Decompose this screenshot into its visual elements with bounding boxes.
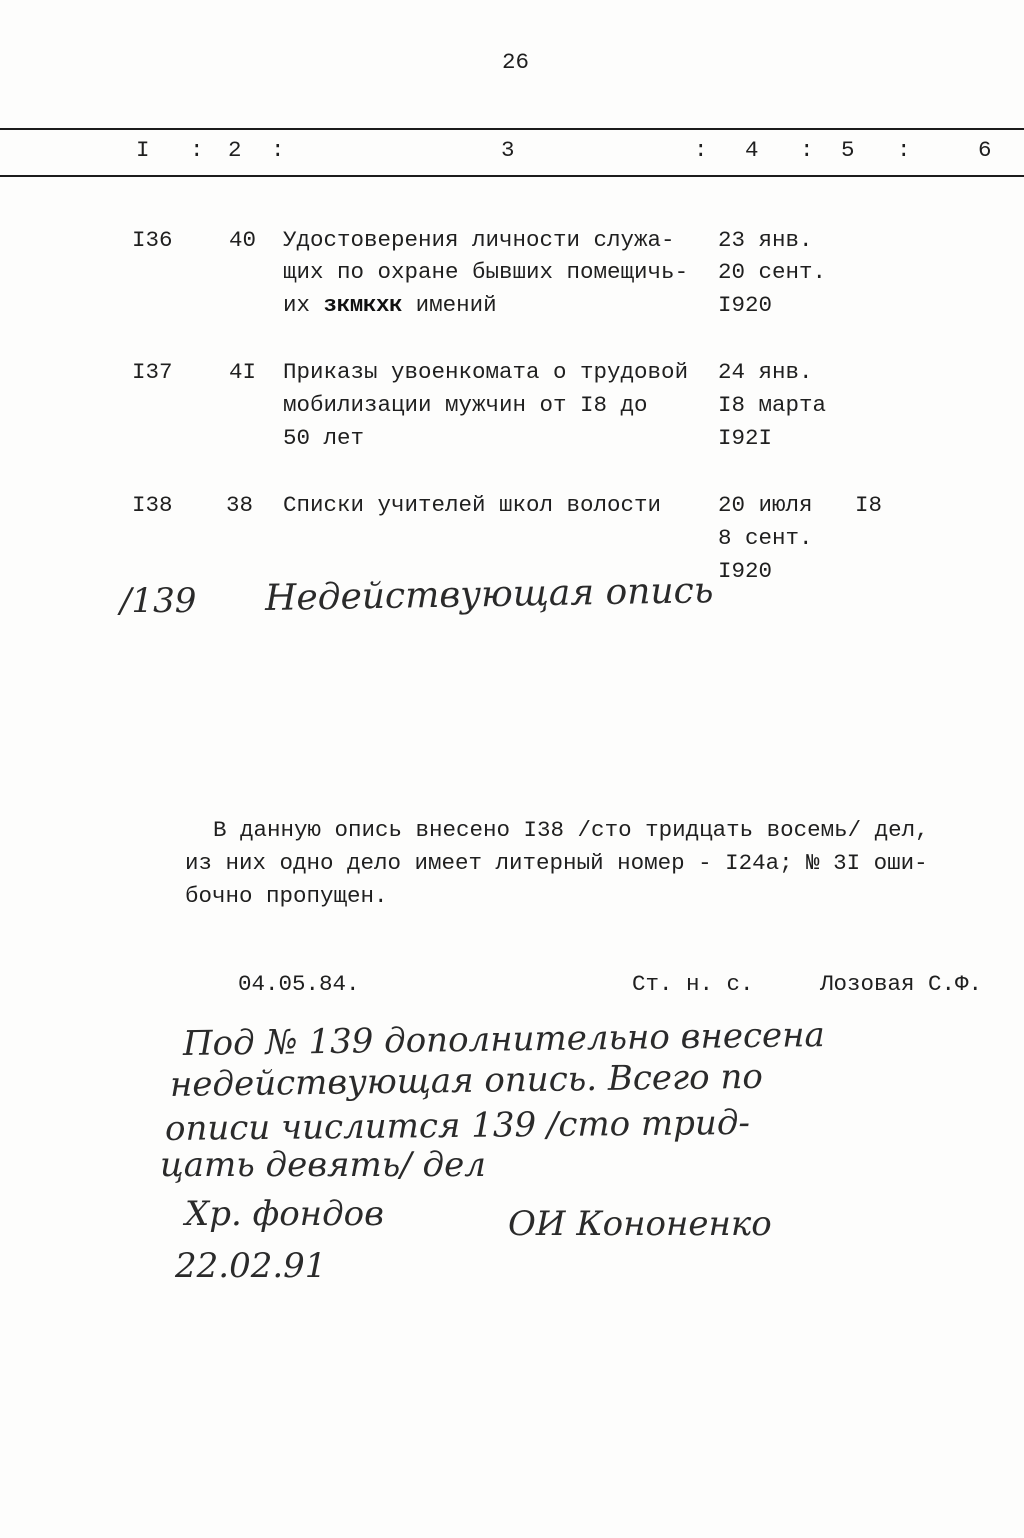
page-number: 26 xyxy=(502,49,530,75)
row-title-line: 50 лет xyxy=(283,425,365,451)
handwritten-note-line: недействующая опись. Всего по xyxy=(169,1056,764,1105)
header-top-rule xyxy=(0,128,1024,130)
column-header-1: I xyxy=(136,137,150,163)
row-title-line: Удостоверения личности служа- xyxy=(283,227,675,253)
handwritten-note-date: 22.02.91 xyxy=(175,1246,327,1286)
row-date-start: 24 янв. xyxy=(718,359,813,385)
column-separator: : xyxy=(897,137,911,163)
header-bottom-rule xyxy=(0,175,1024,177)
column-separator: : xyxy=(694,137,708,163)
row-date-end: I8 марта xyxy=(718,392,827,418)
row-prev-number: 4I xyxy=(229,359,257,385)
row-title-line: Списки учителей школ волости xyxy=(283,492,662,518)
handwritten-note-line: цать девять/ дел xyxy=(160,1145,486,1185)
column-header-3: 3 xyxy=(501,137,515,163)
row-title-line xyxy=(283,293,497,317)
column-header-2: 2 xyxy=(228,137,242,163)
handwritten-row-title: Недействующая опись xyxy=(264,570,714,619)
signature-name: Лозовая С.Ф. xyxy=(820,971,983,997)
column-separator: : xyxy=(800,137,814,163)
signature-position: Ст. н. с. xyxy=(632,971,754,997)
handwritten-note-signature: ОИ Кононенко xyxy=(508,1204,772,1244)
row-date-year: I920 xyxy=(718,558,773,584)
row-date-end: 20 сент. xyxy=(718,259,827,285)
handwritten-note-line: описи числится 139 /сто трид- xyxy=(164,1102,751,1149)
handwritten-note-role: Хр. фондов xyxy=(185,1194,384,1234)
row-title-word: их xyxy=(283,292,311,318)
row-date-start: 23 янв. xyxy=(718,227,813,253)
summary-line: В данную опись внесено I38 /сто тридцать восемь/ дел, xyxy=(213,817,929,843)
handwritten-note-line: Под № 139 дополнительно внесена xyxy=(182,1015,826,1064)
struck-out-word: зкмкхк xyxy=(323,292,403,318)
row-title-word: имений xyxy=(415,292,497,318)
summary-line: бочно пропущен. xyxy=(185,883,388,909)
row-sheet-count: I8 xyxy=(855,492,883,518)
row-date-year: I920 xyxy=(718,292,773,318)
column-separator: : xyxy=(271,137,285,163)
row-number: I38 xyxy=(132,492,173,518)
signature-date: 04.05.84. xyxy=(238,971,360,997)
row-date-end: 8 сент. xyxy=(718,525,813,551)
row-date-start: 20 июля xyxy=(718,492,813,518)
column-separator: : xyxy=(190,137,204,163)
summary-line: из них одно дело имеет литерный номер - I24а; № 3I оши- xyxy=(185,850,928,876)
row-date-year: I92I xyxy=(718,425,773,451)
handwritten-row-number: /139 xyxy=(120,581,197,621)
row-title-line: мобилизации мужчин от I8 до xyxy=(283,392,648,418)
row-prev-number: 38 xyxy=(226,492,254,518)
column-header-6: 6 xyxy=(978,137,992,163)
row-prev-number: 40 xyxy=(229,227,257,253)
row-number: I36 xyxy=(132,227,173,253)
column-header-5: 5 xyxy=(841,137,855,163)
row-title-line: щих по охране бывших помещичь- xyxy=(283,259,689,285)
row-title-line: Приказы увоенкомата о трудовой xyxy=(283,359,689,385)
column-header-4: 4 xyxy=(745,137,759,163)
row-number: I37 xyxy=(132,359,173,385)
